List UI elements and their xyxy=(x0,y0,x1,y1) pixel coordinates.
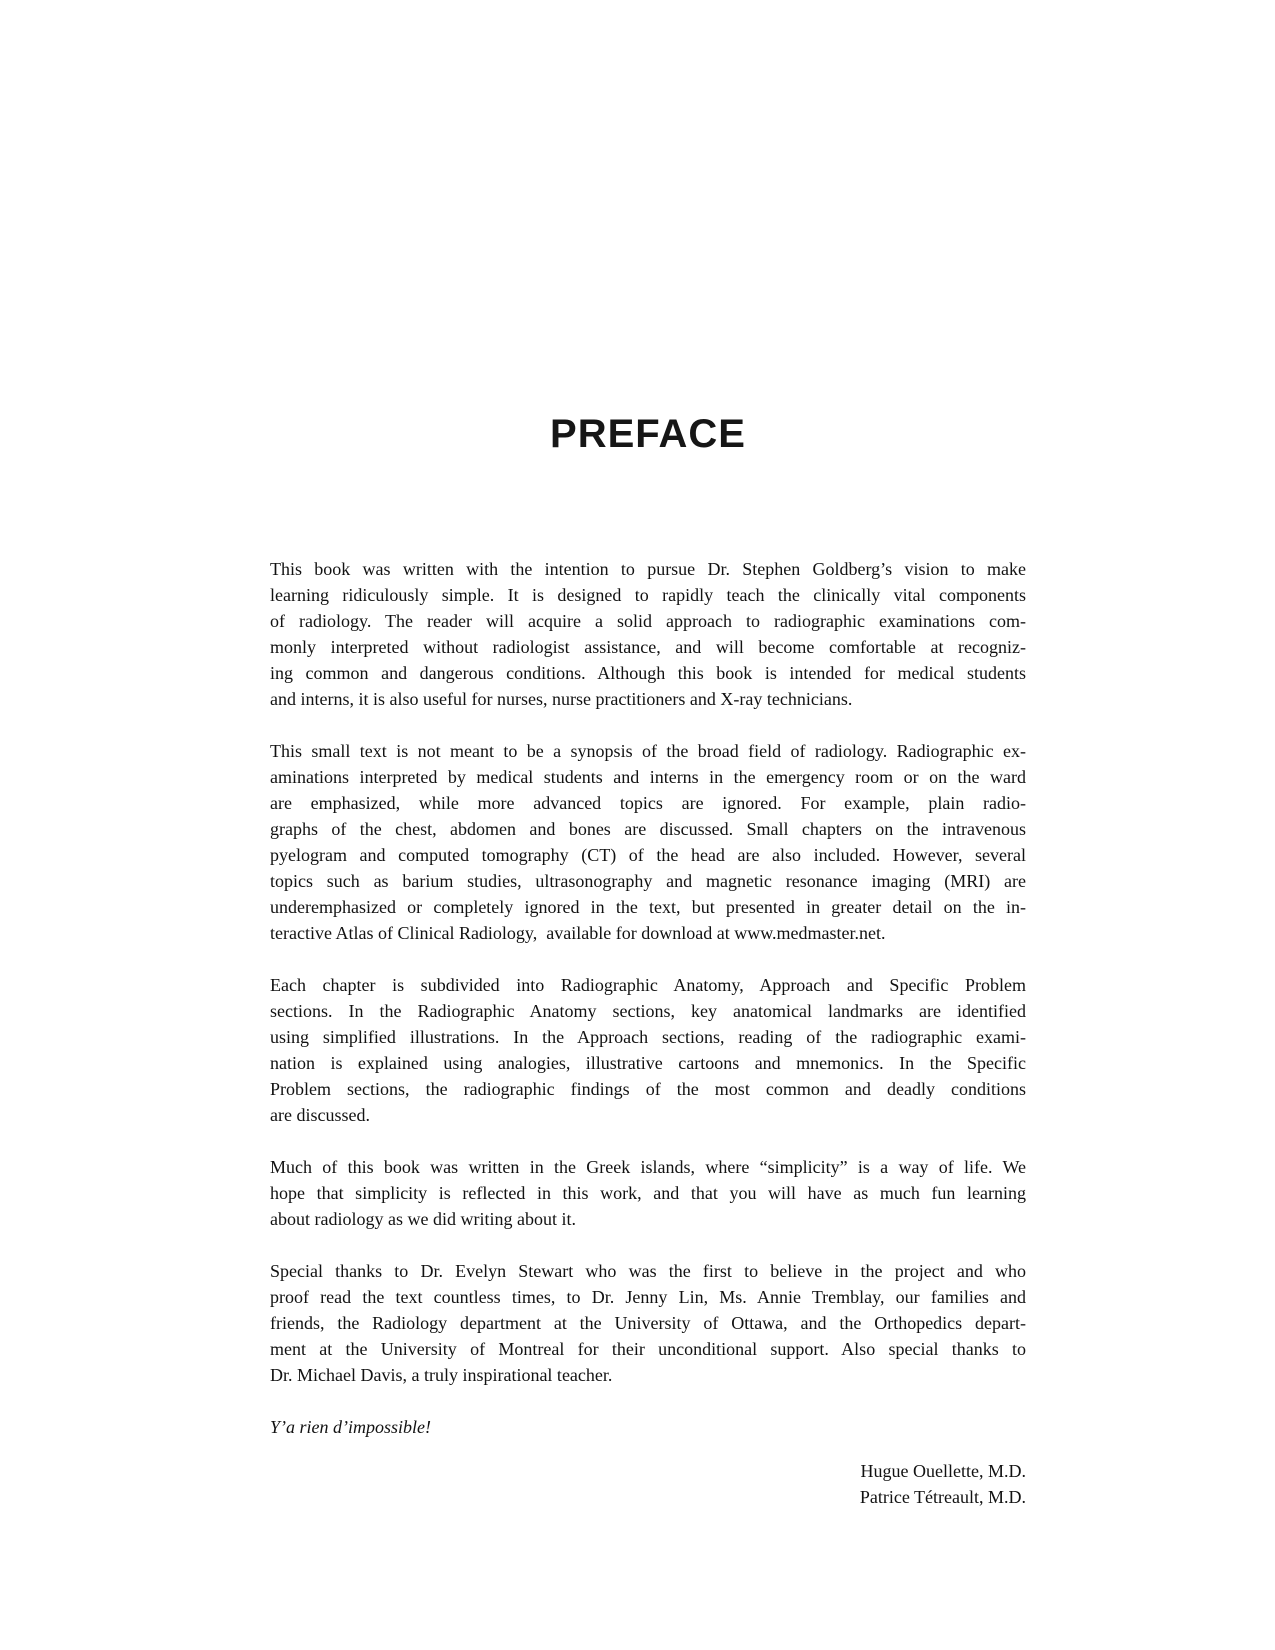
text-line: about radiology as we did writing about it. xyxy=(270,1209,576,1229)
text-line: learning ridiculously simple. It is designed to rapidly teach the clinically vital components xyxy=(270,585,1026,605)
text-line: Special thanks to Dr. Evelyn Stewart who was the first to believe in the project and who xyxy=(270,1261,1026,1281)
text-line: This small text is not meant to be a synopsis of the broad field of radiology. Radiographic ex- xyxy=(270,741,1026,761)
paragraph xyxy=(270,556,1026,712)
signature-line: Patrice Tétreault, M.D. xyxy=(859,1487,1026,1507)
page-title: PREFACE xyxy=(550,412,746,456)
text-line: ment at the University of Montreal for their unconditional support. Also special thanks to xyxy=(270,1339,1026,1359)
text-line: graphs of the chest, abdomen and bones are discussed. Small chapters on the intravenous xyxy=(270,819,1026,839)
text-line: Problem sections, the radiographic findings of the most common and deadly conditions xyxy=(270,1079,1026,1099)
paragraph xyxy=(270,738,1026,946)
text-line: sections. In the Radiographic Anatomy sections, key anatomical landmarks are identified xyxy=(270,1001,1026,1021)
text-line: using simplified illustrations. In the Approach sections, reading of the radiographic exami- xyxy=(270,1027,1026,1047)
text-line: Much of this book was written in the Greek islands, where “simplicity” is a way of life. We xyxy=(270,1157,1026,1177)
paragraph xyxy=(270,972,1026,1128)
signature-block xyxy=(270,1458,1026,1510)
text-line: proof read the text countless times, to Dr. Jenny Lin, Ms. Annie Tremblay, our families and xyxy=(270,1287,1026,1307)
closing-phrase: Y’a rien d’impossible! xyxy=(270,1417,431,1437)
text-line: and interns, it is also useful for nurses, nurse practitioners and X-ray technicians. xyxy=(270,689,853,709)
paragraph xyxy=(270,1154,1026,1232)
paragraph-list xyxy=(270,556,1026,1388)
text-line: are discussed. xyxy=(270,1105,370,1125)
preface-body xyxy=(270,556,1026,1510)
text-line: of radiology. The reader will acquire a solid approach to radiographic examinations com- xyxy=(270,611,1026,631)
text-line: pyelogram and computed tomography (CT) of the head are also included. However, several xyxy=(270,845,1026,865)
paragraph xyxy=(270,1258,1026,1388)
text-line: topics such as barium studies, ultrasonography and magnetic resonance imaging (MRI) are xyxy=(270,871,1026,891)
text-line: Dr. Michael Davis, a truly inspirational teacher. xyxy=(270,1365,613,1385)
text-line: friends, the Radiology department at the University of Ottawa, and the Orthopedics depart- xyxy=(270,1313,1026,1333)
text-line: nation is explained using analogies, illustrative cartoons and mnemonics. In the Specific xyxy=(270,1053,1026,1073)
signature-line: Hugue Ouellette, M.D. xyxy=(860,1461,1026,1481)
text-line: monly interpreted without radiologist assistance, and will become comfortable at recogniz- xyxy=(270,637,1026,657)
text-line: underemphasized or completely ignored in the text, but presented in greater detail on the in- xyxy=(270,897,1026,917)
text-line: are emphasized, while more advanced topics are ignored. For example, plain radio- xyxy=(270,793,1026,813)
text-line: teractive Atlas of Clinical Radiology, available for download at www.medmaster.net. xyxy=(270,923,886,943)
text-line: aminations interpreted by medical students and interns in the emergency room or on the ward xyxy=(270,767,1026,787)
text-line: Each chapter is subdivided into Radiographic Anatomy, Approach and Specific Problem xyxy=(270,975,1026,995)
text-line: ing common and dangerous conditions. Although this book is intended for medical students xyxy=(270,663,1026,683)
text-line: hope that simplicity is reflected in this work, and that you will have as much fun learning xyxy=(270,1183,1026,1203)
text-line: This book was written with the intention to pursue Dr. Stephen Goldberg’s vision to make xyxy=(270,559,1026,579)
